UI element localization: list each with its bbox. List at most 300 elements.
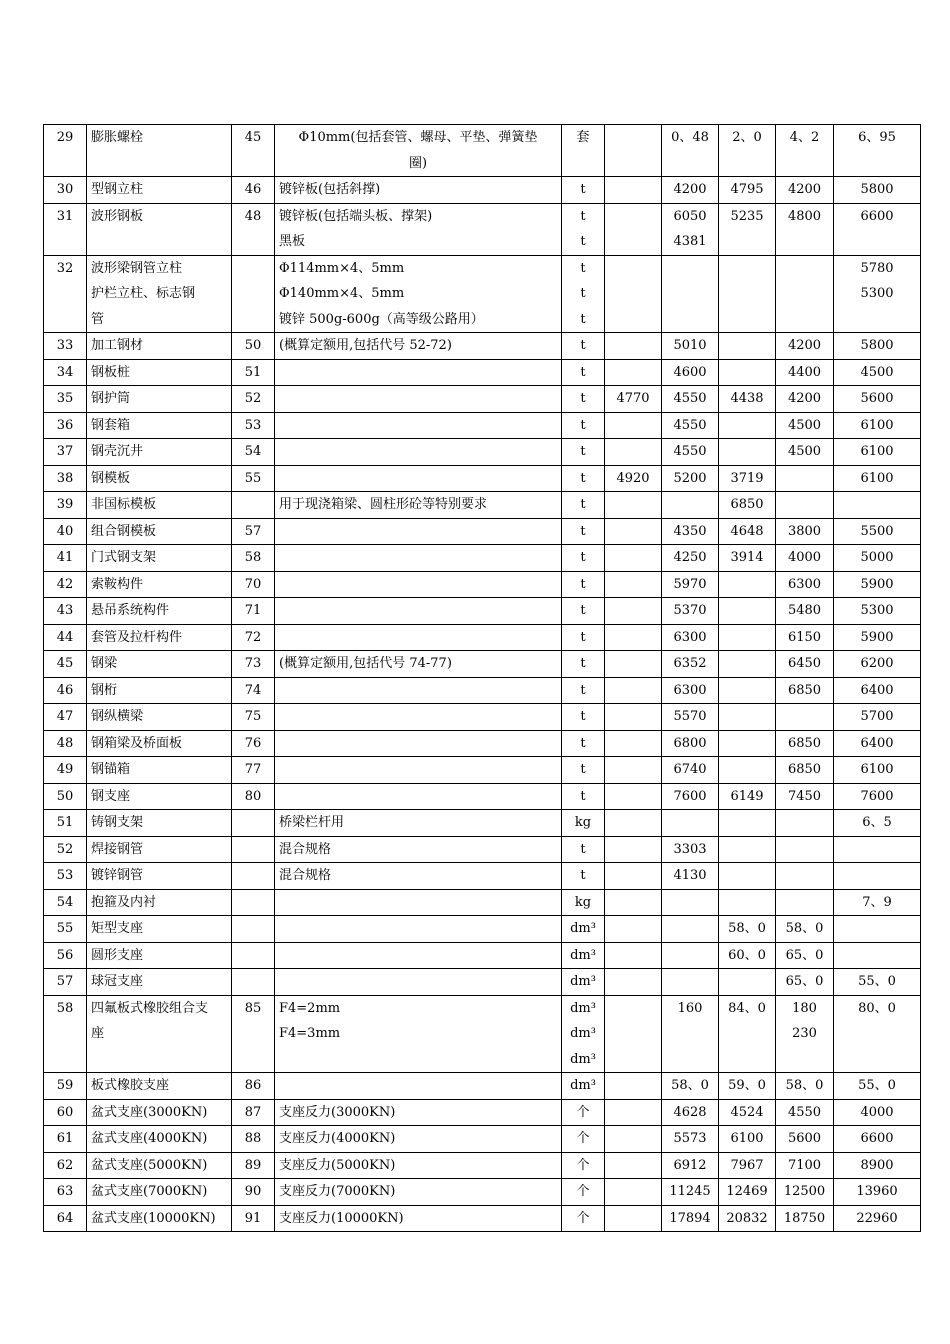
cell-code-text: 89 (244, 1157, 262, 1173)
cell-v3-line: 6850 (730, 497, 764, 512)
table-row (44, 465, 921, 492)
cell-v4-line: 58、0 (785, 921, 824, 936)
cell-v2-line: 5200 (673, 470, 707, 486)
cell-v5 (834, 333, 921, 360)
cell-v4-line: 4、2 (789, 130, 820, 145)
cell-v4-line: 7100 (787, 1157, 822, 1173)
cell-v3 (719, 624, 776, 651)
cell-spec-line (279, 678, 557, 704)
cell-v4-line (780, 863, 829, 889)
cell-v1 (605, 1099, 662, 1126)
cell-unit (562, 1152, 605, 1179)
cell-no-text: 48 (56, 735, 74, 751)
cell-v5-line: 4000 (860, 1104, 894, 1120)
cell-v2-line: 160 (677, 1000, 703, 1016)
cell-v3 (719, 1126, 776, 1153)
cell-unit-line: 套 (576, 130, 590, 145)
cell-v5-line (838, 943, 916, 969)
cell-unit-line: kg (574, 815, 592, 830)
cell-v3-line (723, 810, 771, 836)
cell-v1-line (609, 439, 657, 465)
cell-spec (275, 386, 562, 413)
table-row (44, 916, 921, 943)
cell-v3-line (723, 837, 771, 863)
cell-unit (562, 412, 605, 439)
cell-v3 (719, 995, 776, 1073)
cell-spec-line: 混合规格 (279, 868, 332, 883)
cell-spec-line (279, 916, 557, 942)
cell-name (87, 1152, 232, 1179)
cell-v3-line: 6149 (730, 788, 764, 804)
cell-spec-line: 混合规格 (279, 841, 332, 857)
cell-name-line: 盆式支座(7000KN) (91, 1184, 208, 1199)
cell-spec (275, 942, 562, 969)
cell-v5 (834, 863, 921, 890)
cell-spec-line (279, 784, 557, 810)
cell-v5-line: 5900 (860, 576, 894, 592)
cell-no (44, 492, 87, 519)
cell-name-line: 非国标模板 (91, 497, 157, 512)
cell-no (44, 203, 87, 255)
cell-v4 (776, 386, 834, 413)
cell-spec (275, 125, 562, 177)
cell-spec-line: 支座反力(4000KN) (279, 1131, 396, 1146)
cell-v2-line: 4350 (673, 523, 707, 539)
cell-v5-line: 5500 (860, 523, 894, 539)
cell-code (232, 1205, 275, 1232)
cell-spec-line: 镀锌板(包括端头板、撑架) (279, 208, 433, 224)
cell-spec (275, 465, 562, 492)
cell-v3 (719, 757, 776, 784)
cell-no (44, 518, 87, 545)
table-row (44, 730, 921, 757)
cell-name (87, 1205, 232, 1232)
table-row (44, 942, 921, 969)
cell-v4-line: 6300 (787, 576, 822, 592)
cell-name (87, 1179, 232, 1206)
cell-v5 (834, 624, 921, 651)
cell-spec (275, 757, 562, 784)
cell-v2 (662, 677, 719, 704)
table-row (44, 677, 921, 704)
cell-v1 (605, 412, 662, 439)
cell-name (87, 518, 232, 545)
cell-v3 (719, 571, 776, 598)
cell-spec-line (279, 757, 557, 783)
cell-name-line: 索鞍构件 (91, 576, 144, 592)
cell-v4-line: 4200 (787, 391, 822, 406)
cell-v1 (605, 545, 662, 572)
cell-code-text: 53 (244, 417, 262, 433)
cell-name (87, 624, 232, 651)
cell-spec-line (279, 969, 557, 995)
cell-v3 (719, 969, 776, 996)
cell-spec-line (279, 360, 557, 386)
cell-v5-line: 6400 (860, 682, 894, 698)
cell-v4-line (780, 256, 829, 282)
table-row (44, 177, 921, 204)
cell-unit-line: dm³ (570, 921, 596, 936)
cell-no (44, 465, 87, 492)
cell-unit (562, 730, 605, 757)
cell-v1-line (609, 863, 657, 889)
cell-code (232, 203, 275, 255)
table-row (44, 1099, 921, 1126)
cell-v2 (662, 177, 719, 204)
cell-v3 (719, 1073, 776, 1100)
cell-v3 (719, 545, 776, 572)
cell-code-text: 51 (244, 364, 262, 380)
cell-v4-line: 4550 (787, 1104, 822, 1120)
cell-v2 (662, 730, 719, 757)
cell-v3-line: 4795 (730, 182, 764, 197)
cell-v3-line (723, 969, 771, 995)
cell-v1-line: 4920 (616, 470, 650, 486)
cell-v2-line (666, 916, 714, 942)
cell-name-line: 加工钢材 (91, 338, 144, 353)
table-row (44, 203, 921, 255)
cell-v1 (605, 518, 662, 545)
cell-v1 (605, 439, 662, 466)
cell-v4-line (780, 810, 829, 836)
cell-unit-line: dm³ (570, 1026, 596, 1041)
cell-code (232, 359, 275, 386)
cell-name (87, 1126, 232, 1153)
cell-v4 (776, 836, 834, 863)
cell-v1 (605, 1073, 662, 1100)
cell-v2 (662, 412, 719, 439)
cell-name (87, 333, 232, 360)
cell-v1-line (609, 651, 657, 677)
cell-v1-line (609, 1206, 657, 1232)
cell-v5-line (838, 837, 916, 863)
cell-unit-line: dm³ (570, 1051, 596, 1067)
cell-v2 (662, 518, 719, 545)
cell-v5-line: 5800 (860, 182, 894, 197)
cell-spec-line (279, 572, 557, 598)
cell-v3-line (723, 333, 771, 359)
cell-unit (562, 916, 605, 943)
cell-v3 (719, 492, 776, 519)
table-row (44, 757, 921, 784)
cell-v4 (776, 651, 834, 678)
cell-v3-line: 6100 (730, 1131, 764, 1146)
cell-v1-line (609, 519, 657, 545)
cell-v1-line (609, 360, 657, 386)
cell-v5-line: 4500 (860, 364, 894, 380)
cell-v2-line: 58、0 (671, 1078, 709, 1093)
cell-unit (562, 203, 605, 255)
cell-v1-line (609, 1073, 657, 1099)
cell-v3-line: 12469 (726, 1184, 768, 1199)
cell-v1-line (609, 1153, 657, 1179)
cell-no (44, 704, 87, 731)
cell-spec-line (279, 704, 557, 730)
cell-v2-line: 5570 (673, 709, 707, 724)
cell-unit (562, 651, 605, 678)
cell-code (232, 255, 275, 333)
cell-v1-line: 4770 (616, 391, 650, 406)
cell-v2 (662, 465, 719, 492)
cell-v5-line: 5800 (860, 338, 894, 353)
cell-name-line: 钢纵横梁 (91, 709, 144, 724)
cell-v5-line: 22960 (856, 1210, 898, 1226)
cell-no (44, 651, 87, 678)
cell-v2-line (666, 492, 714, 518)
cell-v1-line (609, 890, 657, 916)
cell-spec (275, 571, 562, 598)
cell-v4-line: 5480 (787, 603, 822, 618)
cell-code (232, 333, 275, 360)
cell-name-line: 护栏立柱、标志钢 (91, 286, 196, 301)
cell-code-text (236, 810, 270, 836)
cell-unit (562, 889, 605, 916)
cell-v1-line (609, 545, 657, 571)
cell-unit-line: t (580, 868, 586, 883)
cell-spec (275, 836, 562, 863)
cell-v3-line (723, 598, 771, 624)
cell-unit (562, 624, 605, 651)
cell-no-text: 51 (56, 815, 74, 830)
cell-code-text: 45 (244, 130, 262, 145)
cell-v3 (719, 783, 776, 810)
cell-no (44, 255, 87, 333)
cell-v5-line (838, 916, 916, 942)
cell-unit-line: t (580, 470, 586, 486)
cell-name-line: 盆式支座(3000KN) (91, 1104, 208, 1120)
cell-v4-line: 4000 (787, 550, 822, 565)
cell-spec (275, 492, 562, 519)
cell-v3 (719, 916, 776, 943)
cell-name-line: 座 (91, 1026, 105, 1041)
cell-code-text: 72 (244, 629, 262, 645)
cell-v1-line (609, 177, 657, 203)
cell-code-text: 90 (244, 1184, 262, 1199)
cell-unit (562, 333, 605, 360)
table-row (44, 439, 921, 466)
cell-code-text (236, 969, 270, 995)
cell-v2-line: 5010 (673, 338, 707, 353)
cell-v2 (662, 757, 719, 784)
cell-no-text: 46 (56, 682, 74, 698)
cell-code (232, 942, 275, 969)
cell-v2-line: 5573 (673, 1131, 707, 1146)
cell-no (44, 412, 87, 439)
cell-no (44, 995, 87, 1073)
table-row (44, 386, 921, 413)
cell-unit (562, 177, 605, 204)
cell-unit-line: t (580, 391, 586, 406)
cell-unit (562, 255, 605, 333)
cell-v1 (605, 836, 662, 863)
cell-name (87, 386, 232, 413)
cell-name-line: 矩型支座 (91, 921, 144, 936)
cell-v5 (834, 757, 921, 784)
cell-v4-line: 5600 (787, 1131, 822, 1146)
cell-code (232, 704, 275, 731)
cell-spec-line (279, 386, 557, 412)
cell-v1-line (609, 943, 657, 969)
cell-v1-line (609, 256, 657, 282)
cell-v3-line: 84、0 (728, 1000, 766, 1016)
cell-unit-line: t (580, 709, 586, 724)
cell-v3-line: 59、0 (728, 1078, 766, 1093)
cell-v3 (719, 333, 776, 360)
cell-name (87, 889, 232, 916)
cell-name-line: 波形钢板 (91, 208, 144, 224)
cell-spec-line: F4=3mm (279, 1026, 341, 1041)
cell-v1 (605, 598, 662, 625)
cell-v4-line: 180 (792, 1000, 817, 1016)
cell-unit-line: 个 (576, 1157, 590, 1173)
cell-code-text: 85 (244, 1000, 262, 1016)
cell-v5 (834, 545, 921, 572)
cell-v4 (776, 518, 834, 545)
cell-v2-line: 6300 (673, 629, 707, 645)
cell-v5 (834, 518, 921, 545)
cell-code-text: 71 (244, 603, 262, 618)
cell-spec-line (279, 598, 557, 624)
cell-no-text: 63 (56, 1184, 74, 1199)
cell-spec (275, 177, 562, 204)
cell-code (232, 545, 275, 572)
cell-v2 (662, 359, 719, 386)
cell-v3 (719, 465, 776, 492)
cell-name-line: 悬吊系统构件 (91, 603, 170, 618)
cell-unit (562, 125, 605, 177)
cell-v3 (719, 651, 776, 678)
cell-v1-line (609, 204, 657, 230)
cell-v5 (834, 836, 921, 863)
cell-v3 (719, 836, 776, 863)
table-row (44, 333, 921, 360)
cell-v5 (834, 1126, 921, 1153)
table-row (44, 651, 921, 678)
cell-name (87, 598, 232, 625)
cell-v2-line: 4550 (673, 417, 707, 433)
cell-spec (275, 1179, 562, 1206)
table-row (44, 518, 921, 545)
cell-v5 (834, 359, 921, 386)
cell-code (232, 1179, 275, 1206)
cell-spec (275, 598, 562, 625)
cell-code (232, 125, 275, 177)
cell-no (44, 969, 87, 996)
cell-v5-line: 5900 (860, 629, 894, 645)
cell-unit (562, 783, 605, 810)
cell-v5-line: 6100 (860, 762, 894, 777)
cell-v2 (662, 1179, 719, 1206)
cell-v2 (662, 598, 719, 625)
cell-v3 (719, 810, 776, 837)
cell-v4-line: 58、0 (785, 1078, 824, 1093)
cell-unit (562, 704, 605, 731)
cell-no-text: 41 (56, 550, 74, 565)
cell-v5 (834, 1179, 921, 1206)
table-row (44, 492, 921, 519)
cell-v5 (834, 255, 921, 333)
cell-name-line: 盆式支座(4000KN) (91, 1131, 208, 1146)
cell-spec-line: 支座反力(3000KN) (279, 1104, 396, 1120)
cell-unit (562, 1099, 605, 1126)
cell-name (87, 571, 232, 598)
cell-code (232, 677, 275, 704)
cell-spec (275, 1152, 562, 1179)
cell-spec (275, 995, 562, 1073)
cell-v1 (605, 571, 662, 598)
cell-no-text: 58 (56, 1000, 74, 1016)
cell-unit (562, 571, 605, 598)
cell-v5 (834, 1152, 921, 1179)
table-row (44, 1205, 921, 1232)
cell-v4-line (780, 466, 829, 492)
cell-v1 (605, 677, 662, 704)
cell-name (87, 836, 232, 863)
cell-v5 (834, 598, 921, 625)
cell-spec (275, 439, 562, 466)
cell-v5 (834, 203, 921, 255)
cell-v3-line (723, 731, 771, 757)
cell-code-text: 75 (244, 709, 262, 724)
cell-no-text: 34 (56, 364, 74, 380)
cell-code-text (236, 256, 270, 282)
cell-v3-line (723, 757, 771, 783)
cell-v3-line (723, 890, 771, 916)
cell-name (87, 757, 232, 784)
cell-unit-line: t (580, 286, 586, 301)
cell-no-text: 60 (56, 1104, 74, 1120)
cell-unit-line: t (580, 364, 586, 380)
cell-code (232, 412, 275, 439)
cell-code-text (236, 943, 270, 969)
cell-name (87, 916, 232, 943)
cell-v1 (605, 863, 662, 890)
cell-v4 (776, 1073, 834, 1100)
cell-v5 (834, 412, 921, 439)
cell-v1 (605, 125, 662, 177)
cell-name-line: 钢套箱 (91, 417, 131, 433)
table-body (44, 125, 921, 1232)
cell-v1-line (609, 492, 657, 518)
cell-v5 (834, 1205, 921, 1232)
cell-v2-line: 17894 (669, 1210, 711, 1226)
table-row (44, 571, 921, 598)
cell-name (87, 545, 232, 572)
cell-name (87, 359, 232, 386)
cell-code (232, 969, 275, 996)
cell-no-text: 61 (56, 1131, 74, 1146)
cell-v4 (776, 1152, 834, 1179)
cell-v3-line: 4524 (730, 1104, 764, 1120)
cell-spec (275, 1205, 562, 1232)
cell-v2 (662, 255, 719, 333)
cell-v4-line: 12500 (783, 1184, 826, 1199)
cell-no-text: 57 (56, 974, 74, 989)
cell-unit-line: t (580, 311, 586, 327)
cell-spec (275, 624, 562, 651)
cell-no-text: 45 (56, 656, 74, 671)
cell-name-line: 抱箍及内衬 (91, 894, 157, 910)
cell-v2-line: 7600 (673, 788, 707, 804)
cell-code-text: 58 (244, 550, 262, 565)
cell-v5-line: 7、9 (862, 894, 892, 910)
cell-spec (275, 969, 562, 996)
cell-no (44, 386, 87, 413)
cell-spec-line: Φ140mm×4、5mm (279, 286, 405, 301)
cell-code-text (236, 890, 270, 916)
cell-v1 (605, 203, 662, 255)
cell-v3-line: 2、0 (732, 130, 762, 145)
